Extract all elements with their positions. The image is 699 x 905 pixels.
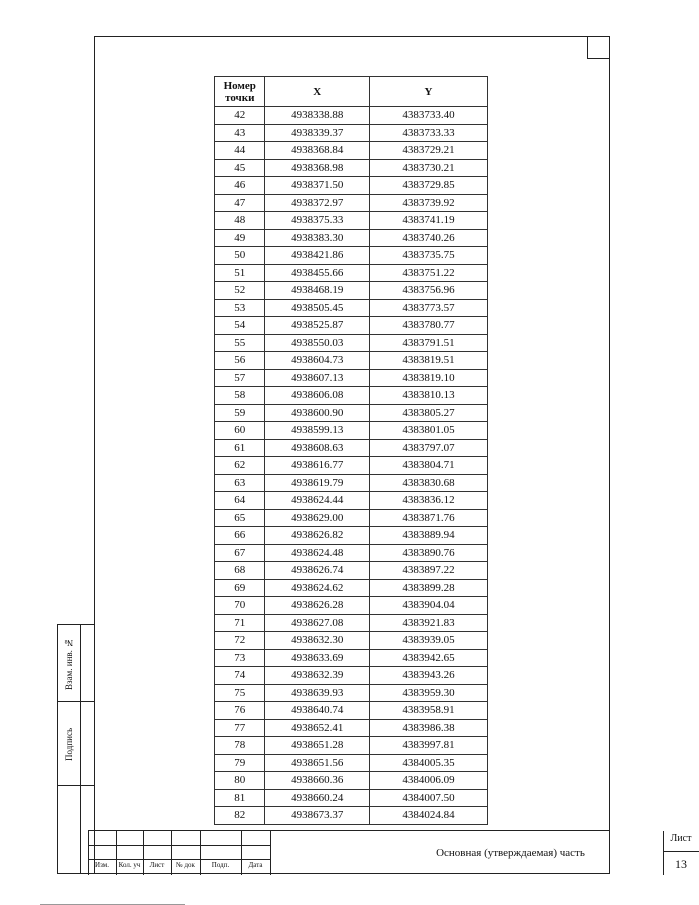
table-row bbox=[215, 159, 488, 177]
y-cell: 4383986.38 bbox=[369, 719, 487, 737]
table-row bbox=[215, 387, 488, 405]
y-cell: 4384007.50 bbox=[369, 789, 487, 807]
x-cell: 4938505.45 bbox=[265, 299, 369, 317]
table-row bbox=[215, 369, 488, 387]
x-cell: 4938604.73 bbox=[265, 352, 369, 370]
x-cell: 4938640.74 bbox=[265, 702, 369, 720]
point-number-cell: 71 bbox=[215, 614, 265, 632]
table-row bbox=[215, 719, 488, 737]
x-cell: 4938608.63 bbox=[265, 439, 369, 457]
sheet-label: Лист bbox=[670, 833, 692, 844]
table-row bbox=[215, 807, 488, 825]
x-cell: 4938372.97 bbox=[265, 194, 369, 212]
x-cell: 4938633.69 bbox=[265, 649, 369, 667]
x-cell: 4938627.08 bbox=[265, 614, 369, 632]
y-cell: 4383942.65 bbox=[369, 649, 487, 667]
vzam-inv-label: Взам. инв. № bbox=[64, 637, 74, 691]
table-row bbox=[215, 334, 488, 352]
point-number-cell: 51 bbox=[215, 264, 265, 282]
y-cell: 4383939.05 bbox=[369, 632, 487, 650]
point-number-cell: 54 bbox=[215, 317, 265, 335]
stamp-row-line bbox=[88, 859, 270, 860]
point-number-cell: 81 bbox=[215, 789, 265, 807]
point-number-cell: 64 bbox=[215, 492, 265, 510]
x-cell: 4938629.00 bbox=[265, 509, 369, 527]
y-cell: 4383729.21 bbox=[369, 142, 487, 160]
x-cell: 4938368.84 bbox=[265, 142, 369, 160]
point-number-cell: 55 bbox=[215, 334, 265, 352]
stamp-divider bbox=[270, 831, 271, 875]
y-cell: 4383897.22 bbox=[369, 562, 487, 580]
table-row bbox=[215, 579, 488, 597]
y-cell: 4383751.22 bbox=[369, 264, 487, 282]
header-point-number: Номер точки bbox=[215, 77, 265, 107]
point-number-cell: 50 bbox=[215, 247, 265, 265]
y-cell: 4383773.57 bbox=[369, 299, 487, 317]
point-number-cell: 57 bbox=[215, 369, 265, 387]
x-cell: 4938599.13 bbox=[265, 422, 369, 440]
point-number-cell: 77 bbox=[215, 719, 265, 737]
table-row bbox=[215, 352, 488, 370]
table-row bbox=[215, 562, 488, 580]
y-cell: 4383729.85 bbox=[369, 177, 487, 195]
point-number-cell: 44 bbox=[215, 142, 265, 160]
document-title: Основная (утверждаемая) часть bbox=[436, 847, 585, 859]
table-row bbox=[215, 737, 488, 755]
x-cell: 4938651.56 bbox=[265, 754, 369, 772]
y-cell: 4383871.76 bbox=[369, 509, 487, 527]
side-column-divider bbox=[80, 625, 81, 873]
point-number-cell: 46 bbox=[215, 177, 265, 195]
y-cell: 4383733.33 bbox=[369, 124, 487, 142]
page-corner-box bbox=[587, 36, 610, 59]
side-separator bbox=[58, 785, 94, 786]
point-number-cell: 48 bbox=[215, 212, 265, 230]
y-cell: 4383889.94 bbox=[369, 527, 487, 545]
point-number-cell: 69 bbox=[215, 579, 265, 597]
y-cell: 4384006.09 bbox=[369, 772, 487, 790]
side-separator bbox=[58, 701, 94, 702]
x-cell: 4938651.28 bbox=[265, 737, 369, 755]
table-row bbox=[215, 404, 488, 422]
stamp-label-doc: № док bbox=[176, 861, 195, 869]
table-row bbox=[215, 107, 488, 125]
x-cell: 4938616.77 bbox=[265, 457, 369, 475]
point-number-cell: 73 bbox=[215, 649, 265, 667]
x-cell: 4938624.48 bbox=[265, 544, 369, 562]
table-row bbox=[215, 649, 488, 667]
x-cell: 4938632.39 bbox=[265, 667, 369, 685]
y-cell: 4384024.84 bbox=[369, 807, 487, 825]
table-row bbox=[215, 317, 488, 335]
y-cell: 4383921.83 bbox=[369, 614, 487, 632]
stamp-label-data: Дата bbox=[248, 861, 263, 869]
table-row bbox=[215, 527, 488, 545]
table-row bbox=[215, 177, 488, 195]
table-row bbox=[215, 702, 488, 720]
point-number-cell: 66 bbox=[215, 527, 265, 545]
x-cell: 4938600.90 bbox=[265, 404, 369, 422]
y-cell: 4384005.35 bbox=[369, 754, 487, 772]
point-number-cell: 63 bbox=[215, 474, 265, 492]
point-number-cell: 42 bbox=[215, 107, 265, 125]
table-row bbox=[215, 789, 488, 807]
x-cell: 4938626.28 bbox=[265, 597, 369, 615]
stamp-row-line bbox=[88, 845, 270, 846]
y-cell: 4383791.51 bbox=[369, 334, 487, 352]
x-cell: 4938550.03 bbox=[265, 334, 369, 352]
y-cell: 4383741.19 bbox=[369, 212, 487, 230]
table-row bbox=[215, 597, 488, 615]
point-number-cell: 49 bbox=[215, 229, 265, 247]
point-number-cell: 52 bbox=[215, 282, 265, 300]
table-row bbox=[215, 632, 488, 650]
table-row bbox=[215, 264, 488, 282]
stamp-label-podp: Подп. bbox=[211, 861, 230, 869]
table-row bbox=[215, 422, 488, 440]
x-cell: 4938624.44 bbox=[265, 492, 369, 510]
table-row bbox=[215, 667, 488, 685]
stamp-row-line bbox=[663, 851, 699, 852]
table-row bbox=[215, 194, 488, 212]
header-y: Y bbox=[369, 77, 487, 107]
point-number-cell: 70 bbox=[215, 597, 265, 615]
x-cell: 4938375.33 bbox=[265, 212, 369, 230]
y-cell: 4383890.76 bbox=[369, 544, 487, 562]
table-row bbox=[215, 124, 488, 142]
x-cell: 4938626.82 bbox=[265, 527, 369, 545]
x-cell: 4938607.13 bbox=[265, 369, 369, 387]
x-cell: 4938455.66 bbox=[265, 264, 369, 282]
point-number-cell: 72 bbox=[215, 632, 265, 650]
y-cell: 4383740.26 bbox=[369, 229, 487, 247]
table-row bbox=[215, 299, 488, 317]
y-cell: 4383819.10 bbox=[369, 369, 487, 387]
y-cell: 4383958.91 bbox=[369, 702, 487, 720]
y-cell: 4383735.75 bbox=[369, 247, 487, 265]
table-row bbox=[215, 439, 488, 457]
x-cell: 4938660.36 bbox=[265, 772, 369, 790]
y-cell: 4383810.13 bbox=[369, 387, 487, 405]
x-cell: 4938660.24 bbox=[265, 789, 369, 807]
point-number-cell: 67 bbox=[215, 544, 265, 562]
y-cell: 4383997.81 bbox=[369, 737, 487, 755]
y-cell: 4383804.71 bbox=[369, 457, 487, 475]
x-cell: 4938626.74 bbox=[265, 562, 369, 580]
point-number-cell: 78 bbox=[215, 737, 265, 755]
table-row bbox=[215, 229, 488, 247]
point-number-cell: 82 bbox=[215, 807, 265, 825]
podpis-label: Подпись bbox=[64, 727, 74, 761]
point-number-cell: 79 bbox=[215, 754, 265, 772]
point-number-cell: 60 bbox=[215, 422, 265, 440]
x-cell: 4938368.98 bbox=[265, 159, 369, 177]
point-number-cell: 75 bbox=[215, 684, 265, 702]
x-cell: 4938639.93 bbox=[265, 684, 369, 702]
y-cell: 4383819.51 bbox=[369, 352, 487, 370]
point-number-cell: 62 bbox=[215, 457, 265, 475]
y-cell: 4383830.68 bbox=[369, 474, 487, 492]
y-cell: 4383959.30 bbox=[369, 684, 487, 702]
y-cell: 4383797.07 bbox=[369, 439, 487, 457]
stamp-label-kol: Кол. уч bbox=[118, 861, 141, 869]
table-row bbox=[215, 684, 488, 702]
point-number-cell: 74 bbox=[215, 667, 265, 685]
header-x: X bbox=[265, 77, 369, 107]
x-cell: 4938652.41 bbox=[265, 719, 369, 737]
table-row bbox=[215, 247, 488, 265]
x-cell: 4938468.19 bbox=[265, 282, 369, 300]
y-cell: 4383943.26 bbox=[369, 667, 487, 685]
point-number-cell: 47 bbox=[215, 194, 265, 212]
x-cell: 4938673.37 bbox=[265, 807, 369, 825]
x-cell: 4938371.50 bbox=[265, 177, 369, 195]
x-cell: 4938606.08 bbox=[265, 387, 369, 405]
point-number-cell: 59 bbox=[215, 404, 265, 422]
x-cell: 4938624.62 bbox=[265, 579, 369, 597]
y-cell: 4383899.28 bbox=[369, 579, 487, 597]
point-number-cell: 43 bbox=[215, 124, 265, 142]
x-cell: 4938421.86 bbox=[265, 247, 369, 265]
y-cell: 4383730.21 bbox=[369, 159, 487, 177]
y-cell: 4383904.04 bbox=[369, 597, 487, 615]
point-number-cell: 61 bbox=[215, 439, 265, 457]
stamp-label-list: Лист bbox=[149, 861, 165, 869]
point-number-cell: 58 bbox=[215, 387, 265, 405]
y-cell: 4383780.77 bbox=[369, 317, 487, 335]
y-cell: 4383836.12 bbox=[369, 492, 487, 510]
table-row bbox=[215, 457, 488, 475]
y-cell: 4383801.05 bbox=[369, 422, 487, 440]
y-cell: 4383733.40 bbox=[369, 107, 487, 125]
table-row bbox=[215, 142, 488, 160]
table-row bbox=[215, 544, 488, 562]
point-number-cell: 68 bbox=[215, 562, 265, 580]
table-row bbox=[215, 212, 488, 230]
x-cell: 4938619.79 bbox=[265, 474, 369, 492]
table-row bbox=[215, 614, 488, 632]
table-row bbox=[215, 282, 488, 300]
x-cell: 4938632.30 bbox=[265, 632, 369, 650]
y-cell: 4383756.96 bbox=[369, 282, 487, 300]
point-number-cell: 76 bbox=[215, 702, 265, 720]
title-block bbox=[88, 830, 692, 875]
table-header-row bbox=[215, 77, 488, 107]
point-number-cell: 45 bbox=[215, 159, 265, 177]
y-cell: 4383805.27 bbox=[369, 404, 487, 422]
table-row bbox=[215, 754, 488, 772]
coordinates-table bbox=[214, 76, 488, 825]
point-number-cell: 80 bbox=[215, 772, 265, 790]
table-row bbox=[215, 474, 488, 492]
stamp-label-izm: Изм. bbox=[95, 861, 109, 869]
x-cell: 4938339.37 bbox=[265, 124, 369, 142]
point-number-cell: 53 bbox=[215, 299, 265, 317]
x-cell: 4938525.87 bbox=[265, 317, 369, 335]
point-number-cell: 65 bbox=[215, 509, 265, 527]
x-cell: 4938338.88 bbox=[265, 107, 369, 125]
table-row bbox=[215, 509, 488, 527]
point-number-cell: 56 bbox=[215, 352, 265, 370]
x-cell: 4938383.30 bbox=[265, 229, 369, 247]
sheet-number: 13 bbox=[675, 857, 687, 871]
y-cell: 4383739.92 bbox=[369, 194, 487, 212]
table-row bbox=[215, 772, 488, 790]
table-row bbox=[215, 492, 488, 510]
